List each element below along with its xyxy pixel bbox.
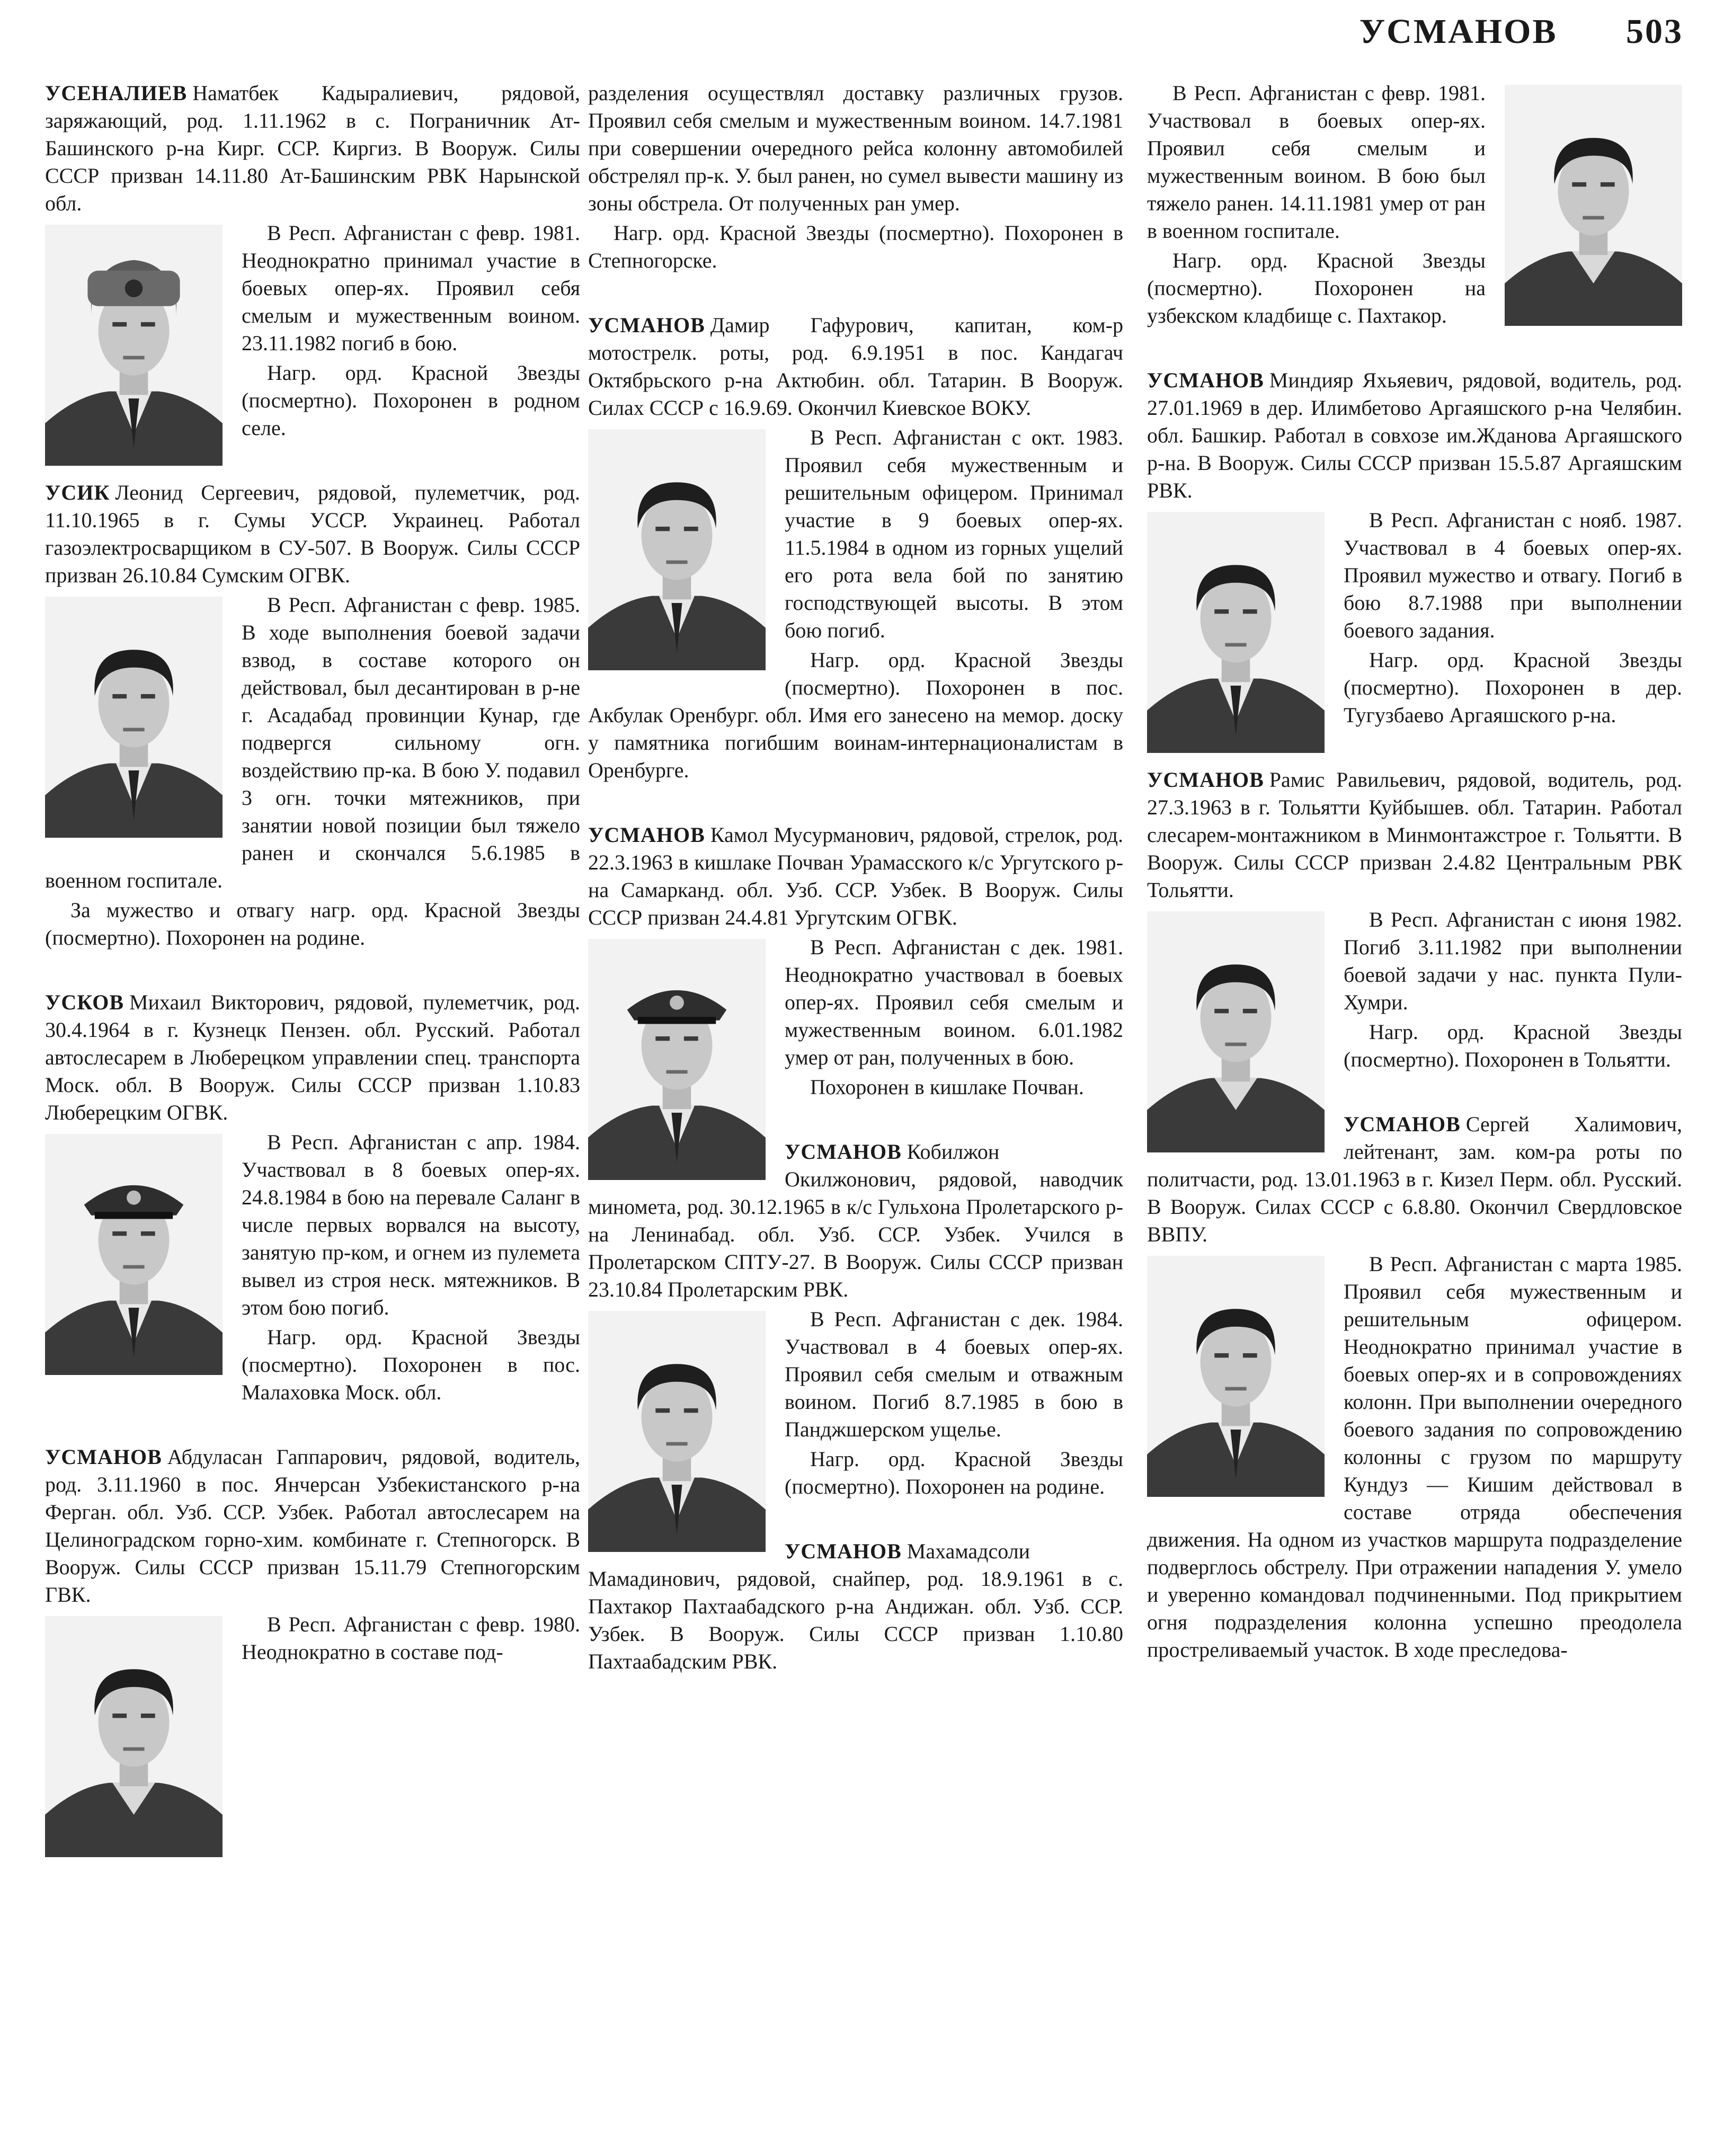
entry-paragraph: В Респ. Афганистан с июня 1982. Погиб 3.11.1982 при выполнении боевой задачи у нас. пункта Пули-Хумри. — [1344, 908, 1682, 1014]
running-head — [1359, 12, 1683, 52]
entry-text: Миндияр Яхьяевич, рядовой, водитель, род. 27.01.1969 в дер. Илимбетово Аргаяшского р-на Челябин. обл. Башкир. Работал в совхозе им.Жданова Аргаяшского р-на. В Вооруж. Силы СССР призван 15.5.87 Аргаяшским РВК. — [1147, 368, 1682, 502]
biography-entry — [588, 1538, 1123, 1675]
entry-text: Махамадсоли Мамадинович, рядовой, снайпер, род. 18.9.1961 в с. Пахтакор Пахтаабадского р-на Андижан. обл. Узб. ССР. Узбек. В Вооруж. Силы СССР призван 1.10.80 Пахтаабадским РВК. — [588, 1539, 1123, 1673]
column-3 — [1147, 79, 1682, 2146]
entry-paragraph: Нагр. орд. Красной Звезды (посмертно). Похоронен на родине. — [785, 1447, 1123, 1498]
portrait-photo — [1505, 85, 1682, 326]
entry-paragraph: В Респ. Афганистан с дек. 1984. Участвовал в 4 боевых опер-ях. Проявил себя смелым и отважным воином. Погиб 8.7.1985 в бою в Панджшерском ущелье. — [785, 1307, 1123, 1441]
entry-paragraph — [1147, 766, 1682, 904]
entry-paragraph — [45, 989, 580, 1126]
entry-paragraph: Нагр. орд. Красной Звезды (посмертно). Похоронен в дер. Тугузбаево Аргаяшского р-на. — [1344, 648, 1682, 727]
portrait-photo — [588, 429, 766, 670]
portrait-photo — [1147, 911, 1325, 1152]
entry-paragraph — [45, 79, 580, 217]
entry-surname: УСМАНОВ — [588, 823, 705, 847]
column-2 — [588, 79, 1123, 2146]
entry-paragraph: В Респ. Афганистан с окт. 1983. Проявил себя мужественным и решительным офицером. Принимал участие в 9 боевых опер-ях. 11.5.1984 в одном из горных ущелий его рота вела бой по занятию господствующей высоты. В этом бою погиб. — [785, 425, 1123, 642]
biography-entry — [588, 1138, 1123, 1501]
biography-entry — [1147, 766, 1682, 1073]
biography-entry — [45, 479, 580, 952]
entry-text: Михаил Викторович, рядовой, пулеметчик, род. 30.4.1964 в г. Кузнецк Пензен. обл. Русский. Работал автослесарем в Люберецком управлении спец. транспорта Моск. обл. В Вооруж. Силы СССР призван 1.10.83 Люберецким ОГВК. — [45, 990, 580, 1124]
entry-paragraph: Нагр. орд. Красной Звезды (посмертно). Похоронен в родном селе. — [242, 361, 580, 440]
column-1 — [45, 79, 580, 2146]
entry-paragraph: Похоронен в кишлаке Почван. — [810, 1075, 1084, 1099]
entry-surname: УСЕНАЛИЕВ — [45, 81, 188, 105]
entry-paragraph — [588, 312, 1123, 422]
entry-paragraph: разделения осуществлял доставку различных грузов. Проявил себя смелым и мужественным воином. 14.7.1981 при совершении очередного рейса колонну автомобилей обстрелял пр-к. У. был ранен, но сумел вывести машину из зоны обстрела. От полученных ран умер. — [588, 81, 1123, 215]
entry-paragraph — [45, 1443, 580, 1609]
entry-surname: УСМАНОВ — [45, 1445, 162, 1469]
entry-paragraph: В Респ. Афганистан с нояб. 1987. Участвовал в 4 боевых опер-ях. Проявил мужество и отвагу. Погиб в бою 8.7.1988 при выполнении боевого задания. — [1344, 508, 1682, 642]
entry-paragraph: Нагр. орд. Красной Звезды (посмертно). Похоронен в Тольятти. — [1344, 1020, 1682, 1071]
running-head-title: УСМАНОВ — [1359, 12, 1558, 51]
biography-entry — [588, 312, 1123, 784]
entry-text: Дамир Гафурович, капитан, ком-р мотострелк. роты, род. 6.9.1951 в пос. Кандагач Октябрьского р-на Актюбин. обл. Татарин. В Вооруж. Силах СССР с 16.9.69. Окончил Киевское ВОКУ. — [588, 313, 1123, 420]
portrait-photo — [1147, 1256, 1325, 1497]
entry-paragraph — [1147, 367, 1682, 504]
entry-text: Сергей Халимович, лейтенант, зам. ком-ра роты по политчасти, род. 13.01.1963 в г. Кизел Перм. обл. Русский. В Вооруж. Силах СССР с 6.8.80. Окончил Свердловское ВВПУ. — [1147, 1112, 1682, 1246]
entry-continuation — [588, 79, 1123, 274]
entry-paragraph — [45, 479, 580, 589]
biography-entry — [45, 1443, 580, 1666]
entry-paragraph: Нагр. орд. Красной Звезды (посмертно). Похоронен в пос. Акбулак Оренбург. обл. Имя его занесено на мемор. доску у памятника погибшим воинам-интернационалистам в Оренбурге. — [588, 648, 1123, 782]
entry-text: Рамис Равильевич, рядовой, водитель, род. 27.3.1963 в г. Тольятти Куйбышев. обл. Татарин. Работал слесарем-монтажником в Минмонтажстрое г. Тольятти. В Вооруж. Силы СССР призван 2.4.82 Центральным РВК Тольятти. — [1147, 768, 1682, 902]
entry-surname: УСИК — [45, 481, 110, 504]
page-number: 503 — [1626, 12, 1683, 51]
biography-entry — [1147, 367, 1682, 729]
entry-text: Камол Мусурманович, рядовой, стрелок, род. 22.3.1963 в кишлаке Почван Урамасского к/с Ургутского р-на Самарканд. обл. Узб. ССР. Узбек. В Вооруж. Силы СССР призван 24.4.81 Ургутским ОГВК. — [588, 823, 1123, 929]
entry-paragraph: Нагр. орд. Красной Звезды (посмертно). Похоронен в пос. Малаховка Моск. обл. — [242, 1325, 580, 1404]
entry-text: Кобилжон Окилжонович, рядовой, наводчик миномета, род. 30.12.1965 в к/с Гульхона Пролетарского р-на Ленинабад. обл. Узб. ССР. Узбек. Учился в Пролетарском СПТУ-27. В Вооруж. Силы СССР призван 23.10.84 Пролетарским РВК. — [588, 1140, 1123, 1301]
entry-paragraph: В Респ. Афганистан с марта 1985. Проявил себя мужественным и решительным офицером. Неоднократно принимал участие в боевых опер-ях и в сопровождениях колонн. При выполнении очередного боевого задания по сопровождению колонны с грузом по маршруту Кундуз — Кишим действовал в составе отряда обеспечения движения. На одном из участков маршрута подразделение подверглось обстрелу. При отражении нападения У. умело и уверенно командовал подчиненными. Под прикрытием огня подразделения колонна успешно преодолела простреливаемый участок. В ходе преследова- — [1147, 1252, 1682, 1662]
entry-paragraph: В Респ. Афганистан с апр. 1984. Участвовал в 8 боевых опер-ях. 24.8.1984 в бою на перевале Саланг в числе первых ворвался на высоту, занятую пр-ком, и огнем из пулемета вывел из строя неск. мятежников. В этом бою погиб. — [242, 1130, 580, 1319]
entry-paragraph — [588, 821, 1123, 931]
entry-surname: УСМАНОВ — [1147, 368, 1264, 392]
entry-paragraph — [588, 1538, 1123, 1675]
portrait-photo — [1147, 512, 1325, 753]
biography-entry — [588, 821, 1123, 1101]
biography-entry — [45, 989, 580, 1406]
entry-paragraph: В Респ. Афганистан с февр. 1981. Неоднократно принимал участие в боевых опер-ях. Проявил себя смелым и мужественным воином. 23.11.1982 погиб в бою. — [242, 221, 580, 355]
entry-paragraph: Нагр. орд. Красной Звезды (посмертно). Похоронен в Степногорске. — [588, 221, 1123, 272]
entry-paragraph: В Респ. Афганистан с февр. 1980. Неоднократно в составе под- — [242, 1612, 580, 1664]
entry-paragraph: За мужество и отвагу нагр. орд. Красной Звезды (посмертно). Похоронен на родине. — [45, 898, 580, 950]
entry-text: Наматбек Кадыралиевич, рядовой, заряжающий, род. 1.11.1962 в с. Пограничник Ат-Башинского р-на Кирг. ССР. Киргиз. В Вооруж. Силы СССР призван 14.11.80 Ат-Башинским РВК Нарынской обл. — [45, 81, 580, 215]
entry-surname: УСМАНОВ — [785, 1539, 902, 1563]
portrait-photo — [45, 225, 223, 466]
portrait-photo — [45, 1134, 223, 1375]
portrait-photo — [45, 1616, 223, 1857]
portrait-photo — [45, 597, 223, 838]
entry-surname: УСМАНОВ — [1344, 1112, 1461, 1136]
entry-surname: УСМАНОВ — [1147, 768, 1264, 792]
entry-surname: УСМАНОВ — [588, 313, 705, 337]
entry-paragraph: В Респ. Афганистан с февр. 1981. Участвовал в боевых опер-ях. Проявил себя смелым и мужественным воином. В бою был тяжело ранен. 14.11.1981 умер от ран в военном госпитале. — [1147, 81, 1486, 243]
biography-entry — [45, 79, 580, 442]
entry-paragraph: В Респ. Афганистан с февр. 1985. В ходе выполнения боевой задачи взвод, в составе которого он действовал, был десантирован в р-не г. Асадабад провинции Кунар, где подвергся сильному огн. воздействию пр-ка. В бою У. подавил 3 огн. точки мятежников, при занятии новой позиции был тяжело ранен и скончался 5.6.1985 в военном госпитале. — [45, 593, 580, 892]
entry-text: Абдуласан Гаппарович, рядовой, водитель, род. 3.11.1960 в пос. Янчерсан Узбекистанского р-на Ферган. обл. Узб. ССР. Узбек. Работал автослесарем на Целиноградском горно-хим. комбинате г. Степногорск. В Вооруж. Силы СССР призван 15.11.79 Степногорским ГВК. — [45, 1445, 580, 1607]
portrait-photo — [588, 1311, 766, 1552]
entry-continuation — [1147, 79, 1682, 330]
entry-paragraph: Нагр. орд. Красной Звезды (посмертно). Похоронен на узбекском кладбище с. Пахтакор. — [1147, 249, 1486, 327]
entry-text: Леонид Сергеевич, рядовой, пулеметчик, род. 11.10.1965 в г. Сумы УССР. Украинец. Работал газоэлектросварщиком в СУ-507. В Вооруж. Силы СССР призван 26.10.84 Сумским ОГВК. — [45, 481, 580, 587]
entry-surname: УСМАНОВ — [785, 1140, 902, 1164]
entry-surname: УСКОВ — [45, 990, 125, 1014]
portrait-photo — [588, 939, 766, 1180]
entry-paragraph: В Респ. Афганистан с дек. 1981. Неоднократно участвовал в боевых опер-ях. Проявил себя смелым и мужественным воином. 6.01.1982 умер от ран, полученных в бою. — [785, 935, 1123, 1069]
biography-entry — [1147, 1111, 1682, 1664]
